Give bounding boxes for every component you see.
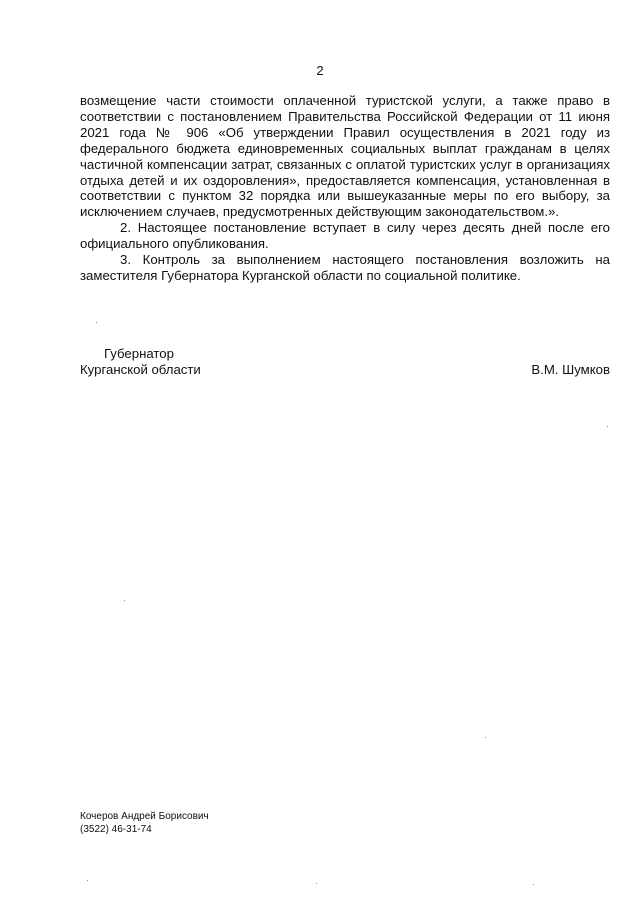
paragraph-continuation: возмещение части стоимости оплаченной туристской услуги, а также право в соответствии с постановлением Правительства Российской Федерации от 11 июня 2021 года № 906 «Об утверждении Правил осуществления в 2021 году из федерального бюджета единовременных социальных выплат гражданам в целях частичной компенсации затрат, связанных с оплатой туристских услуг в организациях отдыха детей и их оздоровления», предоставляется компенсация, установленная в соответствии с пунктом 32 порядка или вышеуказанные меры по его выбору, за исключением случаев, предусмотренных действующим законодательством.». (80, 93, 610, 220)
executor-block (80, 811, 209, 836)
signatory-title: Губернатор (104, 346, 174, 361)
scan-speck (96, 322, 97, 323)
signatory-name: В.М. Шумков (531, 362, 610, 377)
signature-block (80, 346, 610, 378)
document-body (80, 93, 610, 284)
paragraph-control: 3. Контроль за выполнением настоящего постановления возложить на заместителя Губернатора Курганской области по социальной политике. (80, 252, 610, 283)
executor-phone: (3522) 46-31-74 (80, 823, 152, 835)
scan-speck (124, 600, 125, 601)
paragraph-effective-date: 2. Настоящее постановление вступает в силу через десять дней после его официального опубликования. (80, 220, 610, 252)
scan-speck (485, 737, 486, 738)
page-number: 2 (316, 63, 324, 78)
scan-speck (533, 884, 534, 885)
scan-speck (316, 883, 317, 884)
signatory-region: Курганской области (80, 362, 201, 377)
scan-speck (87, 880, 88, 881)
executor-name: Кочеров Андрей Борисович (80, 811, 209, 822)
signature-row (80, 362, 610, 378)
scan-speck (607, 426, 608, 427)
